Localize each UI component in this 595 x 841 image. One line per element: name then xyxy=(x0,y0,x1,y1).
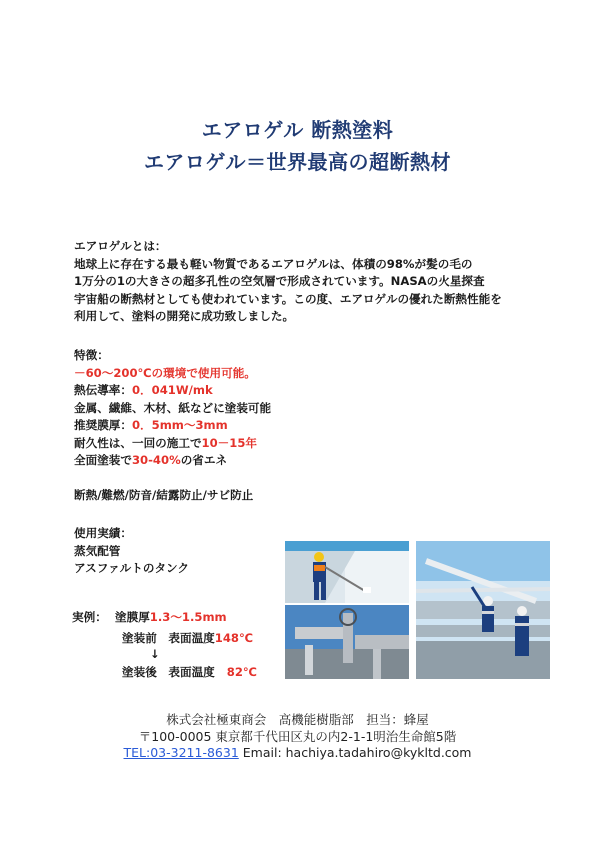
conductivity-line xyxy=(74,382,271,400)
film-value: 1.3～1.5mm xyxy=(149,610,227,624)
intro-section xyxy=(74,238,574,326)
before-value: 148℃ xyxy=(214,631,254,645)
durability-value: 10－15年 xyxy=(201,435,258,450)
usage-heading: 使用実績： xyxy=(74,526,132,540)
footer-address: 〒100-0005 東京都千代田区丸の内2-1-1明治生命館5階 xyxy=(138,729,457,744)
conductivity-label: 熱伝導率： xyxy=(74,383,132,397)
energy-prefix: 全面塗装で xyxy=(74,453,132,467)
film-label: 塗膜厚 xyxy=(115,610,150,624)
after-line xyxy=(122,664,257,680)
energy-value: 30-40% xyxy=(131,453,181,467)
materials-line: 金属、繊維、木材、紙などに塗装可能 xyxy=(74,400,272,415)
durability-line xyxy=(74,435,271,453)
after-value: 82℃ xyxy=(226,665,257,679)
intro-heading: エアロゲルとは： xyxy=(74,239,167,253)
footer-contact xyxy=(0,745,595,760)
temp-range: －60～200℃の環境で使用可能。 xyxy=(74,365,256,380)
film-thickness-line xyxy=(115,609,227,625)
thickness-value: 0．5mm～3mm xyxy=(131,418,228,432)
usage-item: アスファルトのタンク xyxy=(74,561,190,575)
usage-section xyxy=(74,525,189,578)
intro-line: 利用して、塗料の開発に成功致しました。 xyxy=(74,309,295,323)
after-label: 塗装後 表面温度 xyxy=(122,665,215,679)
thickness-line xyxy=(74,417,271,435)
before-line xyxy=(122,630,253,646)
title-line-1: エアロゲル 断熱塗料 xyxy=(201,118,394,142)
email-text[interactable]: Email: hachiya.tadahiro@kykltd.com xyxy=(242,745,472,760)
intro-line: 1万分の1の大きさの超多孔性の空気層で形成されています。NASAの火星探査 xyxy=(74,274,485,288)
title-line-2: エアロゲル＝世界最高の超断熱材 xyxy=(143,150,452,174)
features-heading: 特徴： xyxy=(74,348,109,362)
photo-worker-painting xyxy=(285,541,409,603)
energy-line xyxy=(74,452,271,470)
down-arrow-icon: ↓ xyxy=(150,647,160,661)
photo-valve-pipes xyxy=(285,605,409,679)
phone-link[interactable]: TEL:03-3211-8631 xyxy=(123,745,239,760)
conductivity-value: 0．041W/mk xyxy=(131,383,213,397)
footer-company: 株式会社極東商会 高機能樹脂部 担当：蜂屋 xyxy=(166,712,429,727)
energy-suffix: の省エネ xyxy=(180,453,228,467)
feature-tags: 断熱/難燃/防音/結露防止/サビ防止 xyxy=(74,487,254,502)
thickness-label: 推奨膜厚： xyxy=(74,418,132,432)
photo-industrial-pipes xyxy=(416,541,550,679)
intro-line: 地球上に存在する最も軽い物質であるエアロゲルは、体積の98%が髪の毛の xyxy=(74,256,473,271)
usage-item: 蒸気配管 xyxy=(74,543,121,558)
before-label: 塗装前 表面温度 xyxy=(122,631,215,645)
intro-line: 宇宙船の断熱材としても使われています。この度、エアロゲルの優れた断熱性能を xyxy=(74,291,502,306)
example-label: 実例： xyxy=(72,610,107,624)
durability-prefix: 耐久性は、一回の施工で xyxy=(74,435,202,450)
features-section xyxy=(74,347,271,504)
